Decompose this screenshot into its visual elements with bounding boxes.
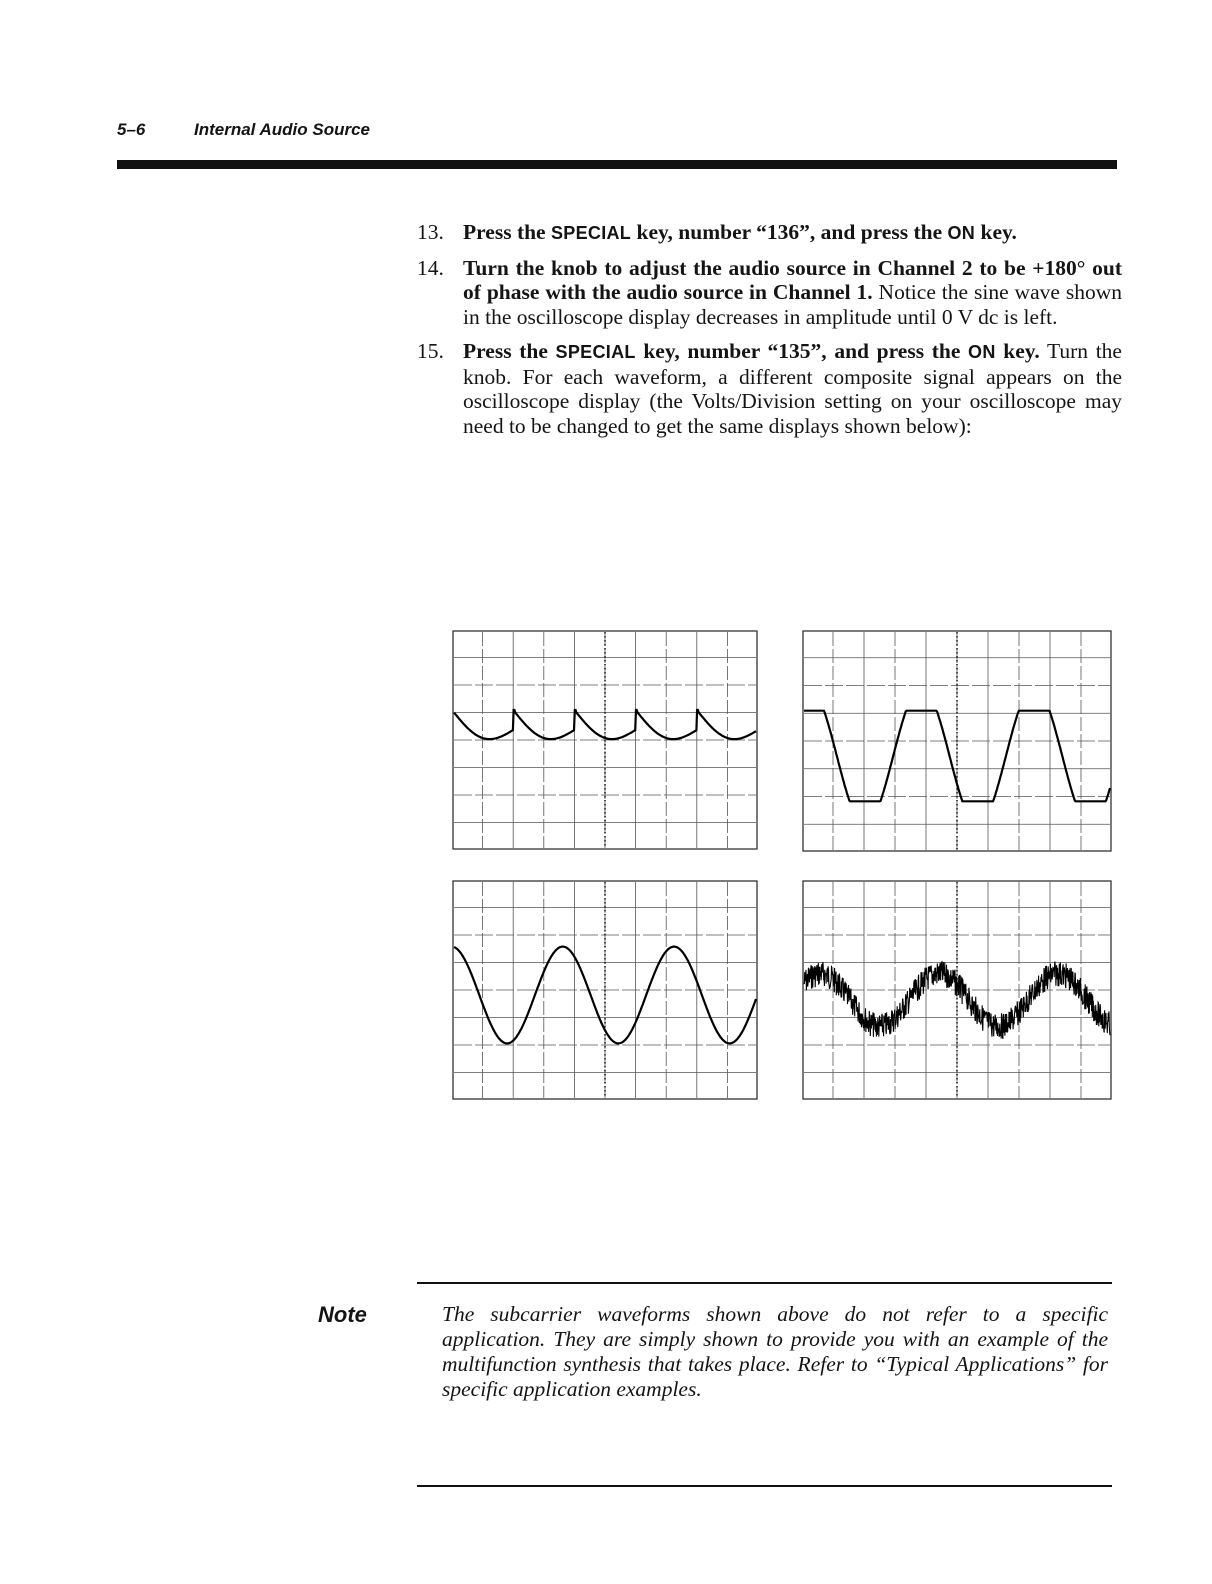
step-text: key, number “135”, and press the (635, 339, 969, 363)
header-rule (117, 160, 1117, 169)
step-number: 13. (417, 220, 444, 244)
step-15 (417, 339, 1122, 438)
scope-display-sine (452, 880, 758, 1100)
section-title: Internal Audio Source (194, 120, 371, 139)
step-text: Turn the knob to adjust the audio source in Channel 2 to be +180° out of phase with the audio source in Channel 1. (463, 255, 1122, 304)
step-13 (417, 220, 1122, 246)
step-text: key. (975, 220, 1017, 244)
step-text: key, number “136”, and press the (631, 220, 948, 244)
scope-sawtooth-svg (452, 630, 758, 850)
scope-noisy-sine-svg (802, 880, 1112, 1100)
scope-display-noisy-sine (802, 880, 1112, 1100)
note-text: The subcarrier waveforms shown above do not refer to a specific application. They are simply shown to provide you with an example of the multifunction synthesis that takes place. Refer to “Typical Applications” for specific application examples. (442, 1302, 1108, 1401)
step-14 (417, 256, 1122, 330)
procedure-steps (417, 220, 1122, 448)
step-number: 15. (417, 339, 444, 363)
step-text: Press the (463, 220, 551, 244)
step-text: key. (995, 339, 1040, 363)
key-name: SPECIAL (555, 342, 636, 362)
scope-display-sawtooth (452, 630, 758, 850)
step-text: Notice the sine wave shown in the oscilloscope display decreases in amplitude until 0 V dc is left. (463, 280, 1122, 329)
note-bottom-rule (417, 1485, 1112, 1487)
step-number: 14. (417, 255, 444, 280)
key-name: ON (968, 342, 996, 362)
scope-display-clipped-sine (802, 630, 1112, 852)
page-number: 5–6 (117, 120, 146, 139)
scope-clipped-sine-svg (802, 630, 1112, 852)
note-label: Note (318, 1302, 367, 1327)
note-top-rule (417, 1282, 1112, 1284)
key-name: SPECIAL (550, 223, 632, 243)
step-text: Turn the knob. For each waveform, a different composite signal appears on the oscilloscope display (the Volts/Division setting on your oscilloscope may need to be changed to get the same displays shown below): (463, 339, 1122, 438)
step-text: Press the (463, 339, 556, 363)
key-name: ON (947, 223, 976, 243)
scope-sine-svg (452, 880, 758, 1100)
